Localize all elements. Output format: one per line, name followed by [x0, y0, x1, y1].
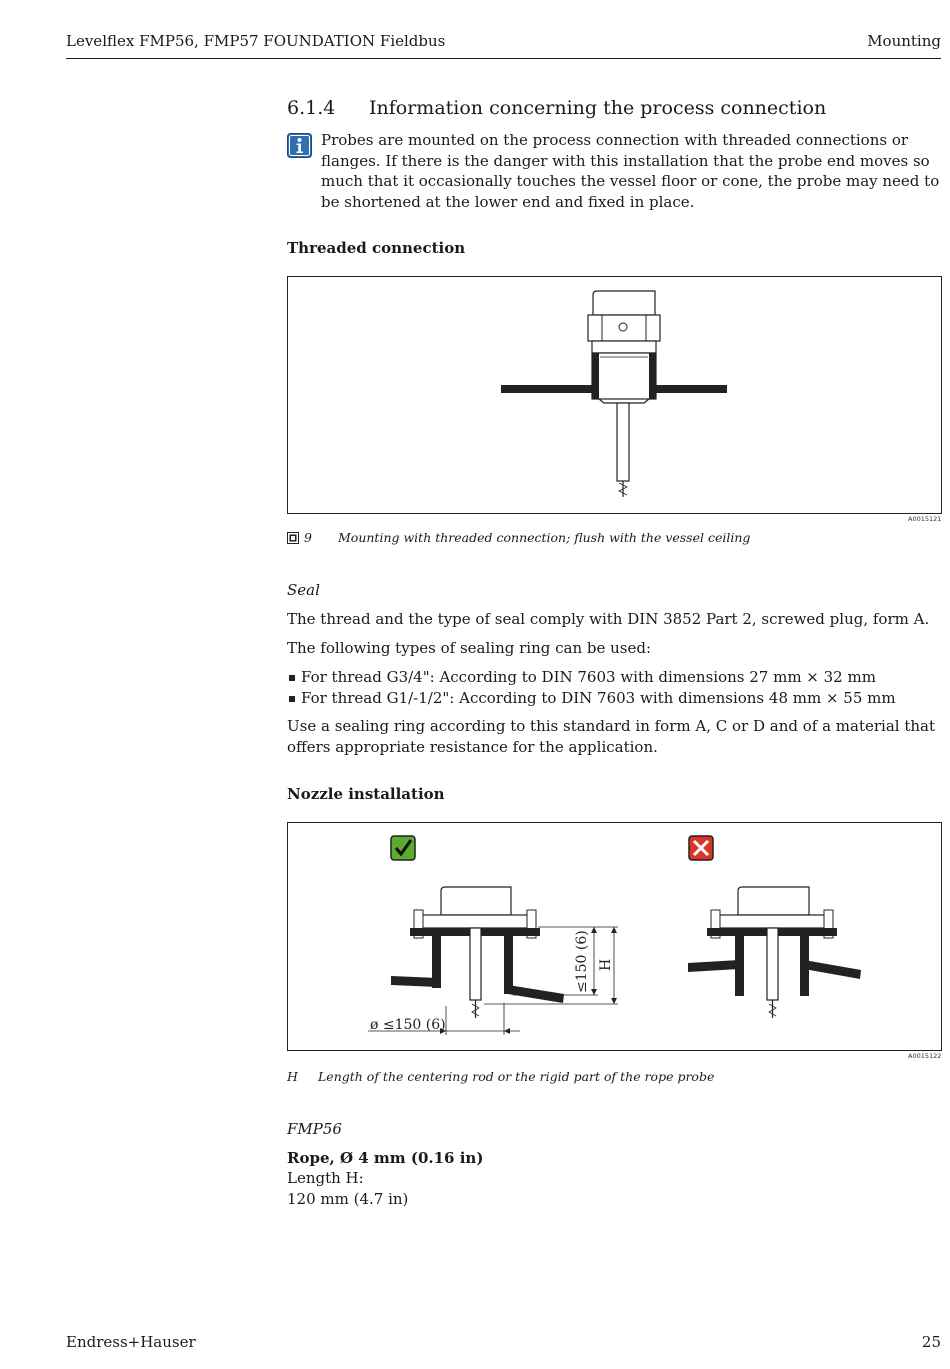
legend-text: Length of the centering rod or the rigid part of the rope probe	[318, 1069, 715, 1084]
footer-company: Endress+Hauser	[66, 1333, 196, 1351]
threaded-figure-code: A0015121	[908, 515, 942, 523]
correct-installation-drawing	[368, 887, 618, 1035]
seal-paragraph-1: The thread and the type of seal comply with DIN 3852 Part 2, screwed plug, form A.	[287, 610, 930, 628]
section-title-text: Information concerning the process connection	[369, 97, 827, 119]
sealing-ring-list	[287, 667, 942, 708]
length-H-label: H	[598, 958, 614, 971]
list-item: For thread G1/-1/2": According to DIN 7603 with dimensions 48 mm × 55 mm	[287, 688, 942, 709]
threaded-connection-heading: Threaded connection	[287, 239, 466, 257]
threaded-connection-drawing	[288, 277, 941, 513]
info-note	[287, 130, 942, 212]
diameter-dimension-label: ø ≤150 (6)	[370, 1017, 446, 1033]
caption-text: Mounting with threaded connection; flush with the vessel ceiling	[338, 530, 751, 545]
caption-number: 9	[304, 530, 312, 545]
legend-key: H	[287, 1069, 298, 1084]
section-number: 6.1.4	[287, 97, 336, 119]
incorrect-installation-drawing	[688, 887, 861, 1018]
seal-heading: Seal	[287, 581, 320, 599]
header-chapter: Mounting	[867, 32, 941, 50]
height-dimension-label: ≤150 (6)	[574, 930, 590, 993]
nozzle-installation-figure	[287, 822, 942, 1051]
check-icon	[391, 836, 415, 860]
fmp56-heading: FMP56	[287, 1120, 342, 1138]
nozzle-figure-code: A0015122	[908, 1052, 942, 1060]
cross-icon	[689, 836, 713, 860]
seal-paragraph-2: The following types of sealing ring can be used:	[287, 639, 652, 657]
list-item: For thread G3/4": According to DIN 7603 with dimensions 27 mm × 32 mm	[287, 667, 942, 688]
info-icon	[287, 133, 312, 158]
fmp56-rope-subheading: Rope, Ø 4 mm (0.16 in)	[287, 1149, 484, 1167]
header-document-title: Levelflex FMP56, FMP57 FOUNDATION Fieldbus	[66, 32, 446, 50]
section-title	[287, 97, 826, 119]
figure-icon	[287, 532, 299, 544]
threaded-connection-figure	[287, 276, 942, 514]
seal-paragraph-3: Use a sealing ring according to this standard in form A, C or D and of a material that offers appropriate resistance for the application.	[287, 717, 935, 756]
fmp56-length-label: Length H:	[287, 1169, 364, 1187]
note-text: Probes are mounted on the process connection with threaded connections or flanges. If there is the danger with this installation that the probe end moves so much that it occasionally touches the vessel floor or cone, the probe may need to be shortened at the lower end and fixed in place.	[321, 131, 940, 211]
page-header	[66, 30, 941, 59]
nozzle-installation-drawing	[288, 823, 941, 1050]
page-number: 25	[921, 1333, 941, 1351]
nozzle-installation-heading: Nozzle installation	[287, 785, 445, 803]
fmp56-length-value: 120 mm (4.7 in)	[287, 1190, 409, 1208]
